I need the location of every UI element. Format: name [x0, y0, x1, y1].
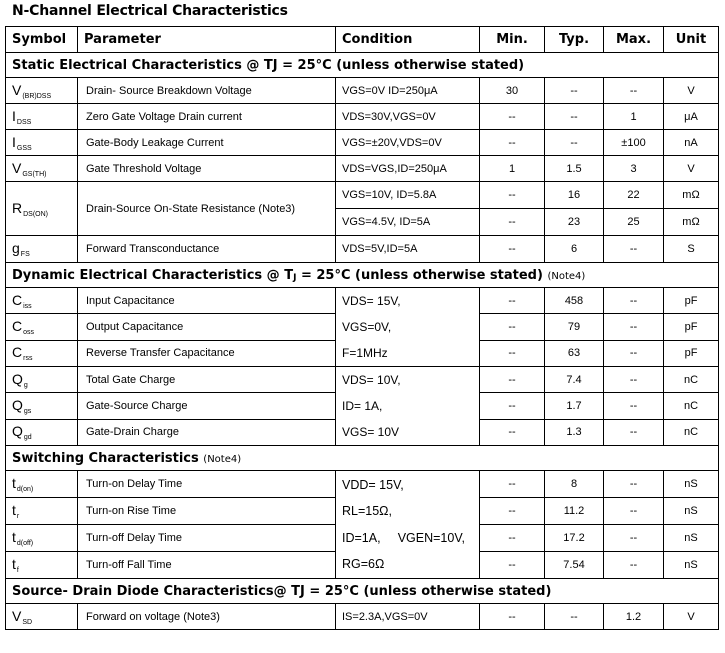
header-parameter: Parameter — [78, 27, 336, 53]
typ-cell: -- — [545, 130, 604, 156]
condition-gate-charge — [336, 367, 480, 446]
symbol-cell: $C_{oss}$ — [6, 314, 78, 340]
min-cell: -- — [480, 471, 545, 498]
header-symbol: Symbol — [6, 27, 78, 53]
unit-cell: nS — [664, 471, 719, 498]
min-cell: -- — [480, 525, 545, 552]
min-cell: -- — [480, 288, 545, 314]
condition-capacitance — [336, 288, 480, 367]
max-cell: 1.2 — [604, 604, 664, 630]
typ-cell: 16 — [545, 182, 604, 209]
max-cell: -- — [604, 498, 664, 525]
table-row-rds-1 — [6, 182, 719, 209]
min-cell: -- — [480, 498, 545, 525]
section-dynamic-label: Dynamic Electrical Characteristics @ $T_J = 25^\circ C$ (unless otherwise stated) (Note4) — [6, 263, 719, 288]
table-row — [6, 130, 719, 156]
typ-cell: 1.5 — [545, 156, 604, 182]
section-diode-label: Source- Drain Diode Characteristics@ TJ = 25°C (unless otherwise stated) — [6, 579, 719, 604]
typ-cell: 458 — [545, 288, 604, 314]
max-cell: -- — [604, 471, 664, 498]
parameter-cell: Input Capacitance — [78, 288, 336, 314]
condition-line: ID=1A, VGEN=10V, — [342, 530, 465, 545]
unit-cell: nC — [664, 419, 719, 445]
unit-cell: nS — [664, 498, 719, 525]
unit-cell: V — [664, 604, 719, 630]
page-title: N-Channel Electrical Characteristics — [12, 3, 288, 19]
min-cell: -- — [480, 604, 545, 630]
symbol-cell: $Q_{gs}$ — [6, 393, 78, 419]
max-cell: -- — [604, 288, 664, 314]
max-cell: 3 — [604, 156, 664, 182]
symbol-cell: $t_{d(on)}$ — [6, 471, 78, 498]
condition-line: ID= 1A, — [342, 399, 383, 413]
typ-cell: -- — [545, 78, 604, 104]
electrical-characteristics-table — [5, 26, 719, 630]
condition-cell: VGS=±20V,VDS=0V — [336, 130, 480, 156]
typ-cell: 1.7 — [545, 393, 604, 419]
condition-line: VDS= 15V, — [342, 294, 401, 308]
condition-line: F=1MHz — [342, 346, 388, 360]
typ-cell: 79 — [545, 314, 604, 340]
symbol-cell: $Q_g$ — [6, 367, 78, 393]
unit-cell: pF — [664, 340, 719, 366]
max-cell: -- — [604, 340, 664, 366]
max-cell: -- — [604, 314, 664, 340]
table-row — [6, 367, 719, 393]
parameter-cell: Output Capacitance — [78, 314, 336, 340]
parameter-cell: Forward Transconductance — [78, 236, 336, 263]
min-cell: -- — [480, 104, 545, 130]
min-cell: -- — [480, 209, 545, 236]
max-cell: ±100 — [604, 130, 664, 156]
table-row — [6, 156, 719, 182]
condition-cell: VGS=4.5V, ID=5A — [336, 209, 480, 236]
min-cell: -- — [480, 419, 545, 445]
table-row — [6, 78, 719, 104]
unit-cell: V — [664, 156, 719, 182]
header-min: Min. — [480, 27, 545, 53]
typ-cell: 8 — [545, 471, 604, 498]
unit-cell: nS — [664, 552, 719, 579]
unit-cell: nA — [664, 130, 719, 156]
min-cell: -- — [480, 393, 545, 419]
typ-cell: 7.4 — [545, 367, 604, 393]
header-condition: Condition — [336, 27, 480, 53]
unit-cell: S — [664, 236, 719, 263]
min-cell: -- — [480, 236, 545, 263]
parameter-cell: Gate-Source Charge — [78, 393, 336, 419]
min-cell: -- — [480, 552, 545, 579]
table-row-gfs — [6, 236, 719, 263]
header-max: Max. — [604, 27, 664, 53]
section-switching-label: Switching Characteristics (Note4) — [6, 446, 719, 471]
unit-cell: mΩ — [664, 182, 719, 209]
section-static-label: Static Electrical Characteristics @ TJ = 25°C (unless otherwise stated) — [6, 53, 719, 78]
min-cell: -- — [480, 130, 545, 156]
parameter-cell: Gate Threshold Voltage — [78, 156, 336, 182]
condition-line: VGS=0V, — [342, 320, 392, 334]
condition-cell: VGS=0V ID=250μA — [336, 78, 480, 104]
table-row-vsd — [6, 604, 719, 630]
max-cell: -- — [604, 367, 664, 393]
max-cell: -- — [604, 78, 664, 104]
parameter-cell: Gate-Drain Charge — [78, 419, 336, 445]
parameter-cell: Gate-Body Leakage Current — [78, 130, 336, 156]
condition-line: VDS= 10V, — [342, 373, 401, 387]
typ-cell: 6 — [545, 236, 604, 263]
max-cell: 22 — [604, 182, 664, 209]
typ-cell: -- — [545, 604, 604, 630]
parameter-cell: Turn-off Delay Time — [78, 525, 336, 552]
typ-cell: 63 — [545, 340, 604, 366]
min-cell: -- — [480, 367, 545, 393]
unit-cell: pF — [664, 314, 719, 340]
parameter-cell: Total Gate Charge — [78, 367, 336, 393]
parameter-cell: Drain- Source Breakdown Voltage — [78, 78, 336, 104]
max-cell: -- — [604, 393, 664, 419]
max-cell: -- — [604, 552, 664, 579]
symbol-cell: $I_{DSS}$ — [6, 104, 78, 130]
typ-cell: 17.2 — [545, 525, 604, 552]
parameter-cell: Reverse Transfer Capacitance — [78, 340, 336, 366]
symbol-cell: $t_f$ — [6, 552, 78, 579]
min-cell: -- — [480, 314, 545, 340]
symbol-cell: $C_{rss}$ — [6, 340, 78, 366]
symbol-vsd: $V_{SD}$ — [6, 604, 78, 630]
condition-cell: VDS=30V,VGS=0V — [336, 104, 480, 130]
symbol-cell: $t_r$ — [6, 498, 78, 525]
symbol-cell: $t_{d(off)}$ — [6, 525, 78, 552]
unit-cell: mΩ — [664, 209, 719, 236]
condition-line: VDD= 15V, — [342, 477, 404, 492]
unit-cell: pF — [664, 288, 719, 314]
typ-cell: 23 — [545, 209, 604, 236]
symbol-cell: $V_{GS(TH)}$ — [6, 156, 78, 182]
unit-cell: nC — [664, 393, 719, 419]
section-diode — [6, 579, 719, 604]
symbol-rds: $R_{DS(ON)}$ — [6, 182, 78, 236]
table-row — [6, 471, 719, 498]
header-unit: Unit — [664, 27, 719, 53]
typ-cell: 1.3 — [545, 419, 604, 445]
table-row — [6, 288, 719, 314]
min-cell: 30 — [480, 78, 545, 104]
min-cell: -- — [480, 340, 545, 366]
typ-cell: -- — [545, 104, 604, 130]
parameter-cell: Turn-on Rise Time — [78, 498, 336, 525]
typ-cell: 7.54 — [545, 552, 604, 579]
parameter-cell: Turn-off Fall Time — [78, 552, 336, 579]
condition-switching — [336, 471, 480, 579]
parameter-cell: Turn-on Delay Time — [78, 471, 336, 498]
header-typ: Typ. — [545, 27, 604, 53]
max-cell: -- — [604, 419, 664, 445]
condition-cell: VDS=VGS,ID=250μA — [336, 156, 480, 182]
min-cell: 1 — [480, 156, 545, 182]
unit-cell: V — [664, 78, 719, 104]
section-dynamic — [6, 263, 719, 288]
max-cell: 1 — [604, 104, 664, 130]
section-static — [6, 53, 719, 78]
unit-cell: nS — [664, 525, 719, 552]
min-cell: -- — [480, 182, 545, 209]
condition-line: RL=15Ω, — [342, 504, 392, 518]
symbol-cell: $Q_{gd}$ — [6, 419, 78, 445]
parameter-cell: Forward on voltage (Note3) — [78, 604, 336, 630]
condition-cell: VGS=10V, ID=5.8A — [336, 182, 480, 209]
max-cell: -- — [604, 525, 664, 552]
condition-line: RG=6Ω — [342, 557, 385, 571]
condition-line: VGS= 10V — [342, 425, 400, 439]
header-row — [6, 27, 719, 53]
parameter-cell: Zero Gate Voltage Drain current — [78, 104, 336, 130]
typ-cell: 11.2 — [545, 498, 604, 525]
parameter-rds: Drain-Source On-State Resistance (Note3) — [78, 182, 336, 236]
max-cell: -- — [604, 236, 664, 263]
unit-cell: μA — [664, 104, 719, 130]
table-row — [6, 104, 719, 130]
max-cell: 25 — [604, 209, 664, 236]
condition-cell: VDS=5V,ID=5A — [336, 236, 480, 263]
symbol-cell: $V_{(BR)DSS}$ — [6, 78, 78, 104]
symbol-cell: $C_{iss}$ — [6, 288, 78, 314]
symbol-cell: $I_{GSS}$ — [6, 130, 78, 156]
section-switching — [6, 446, 719, 471]
symbol-gfs: $g_{FS}$ — [6, 236, 78, 263]
condition-cell: IS=2.3A,VGS=0V — [336, 604, 480, 630]
unit-cell: nC — [664, 367, 719, 393]
